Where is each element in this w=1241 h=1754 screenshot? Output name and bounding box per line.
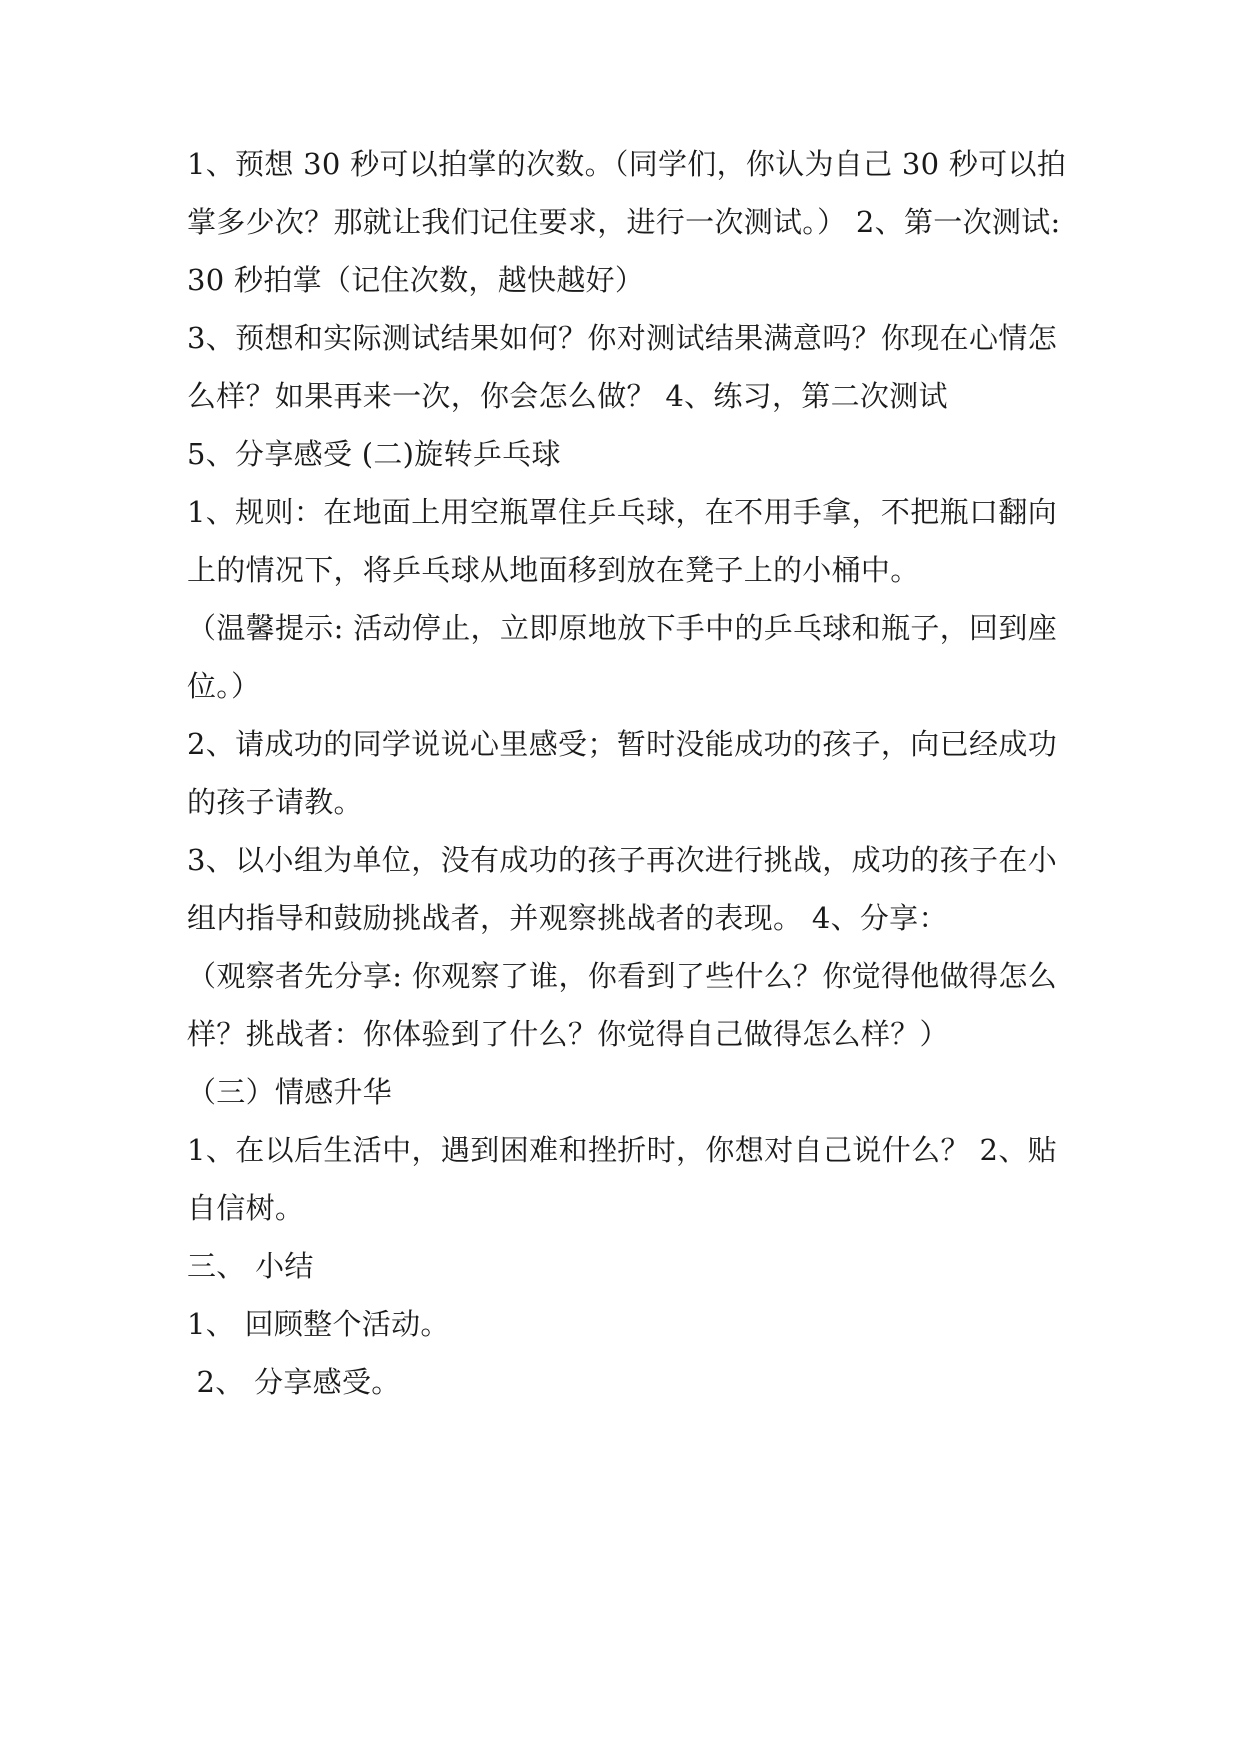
- text-line-10: 位。）: [187, 669, 261, 703]
- text-line-2: 掌多少次？那就让我们记住要求，进行一次测试。） 2、第一次测试:: [187, 205, 1061, 239]
- text-line-8: 上的情况下，将乒乓球从地面移到放在凳子上的小桶中。: [187, 553, 920, 587]
- text-line-18: 1、在以后生活中，遇到困难和挫折时，你想对自己说什么？ 2、贴: [187, 1133, 1057, 1167]
- text-line-3: 30 秒拍掌（记住次数，越快越好）: [187, 263, 645, 297]
- text-line-5: 么样？如果再来一次，你会怎么做？ 4、练习，第二次测试: [187, 379, 948, 413]
- text-line-4: 3、预想和实际测试结果如何？你对测试结果满意吗？你现在心情怎: [187, 321, 1057, 355]
- text-line-12: 的孩子请教。: [187, 785, 363, 819]
- section-heading-summary: 三、 小结: [187, 1249, 314, 1283]
- text-line-16: 样？挑战者：你体验到了什么？你觉得自己做得怎么样？）: [187, 1017, 949, 1051]
- text-line-1: 1、预想 30 秒可以拍掌的次数。（同学们，你认为自己 30 秒可以拍: [187, 147, 1067, 181]
- text-line-22: 2、 分享感受。: [187, 1365, 401, 1399]
- text-line-21: 1、 回顾整个活动。: [187, 1307, 450, 1341]
- text-line-15: （观察者先分享: 你观察了谁，你看到了些什么？你觉得他做得怎么: [187, 959, 1057, 993]
- text-line-14: 组内指导和鼓励挑战者，并观察挑战者的表现。 4、分享：: [187, 901, 948, 935]
- text-line-11: 2、请成功的同学说说心里感受；暂时没能成功的孩子，向已经成功: [187, 727, 1057, 761]
- section-heading-rotate-ping-pong: 5、分享感受 (二)旋转乒乓球: [187, 437, 561, 471]
- text-line-9: （温馨提示: 活动停止，立即原地放下手中的乒乓球和瓶子，回到座: [187, 611, 1057, 645]
- section-heading-emotional-sublimation: （三）情感升华: [187, 1075, 393, 1109]
- text-line-13: 3、以小组为单位，没有成功的孩子再次进行挑战，成功的孩子在小: [187, 843, 1057, 877]
- text-line-7: 1、规则：在地面上用空瓶罩住乒乓球，在不用手拿，不把瓶口翻向: [187, 495, 1057, 529]
- text-line-19: 自信树。: [187, 1191, 305, 1225]
